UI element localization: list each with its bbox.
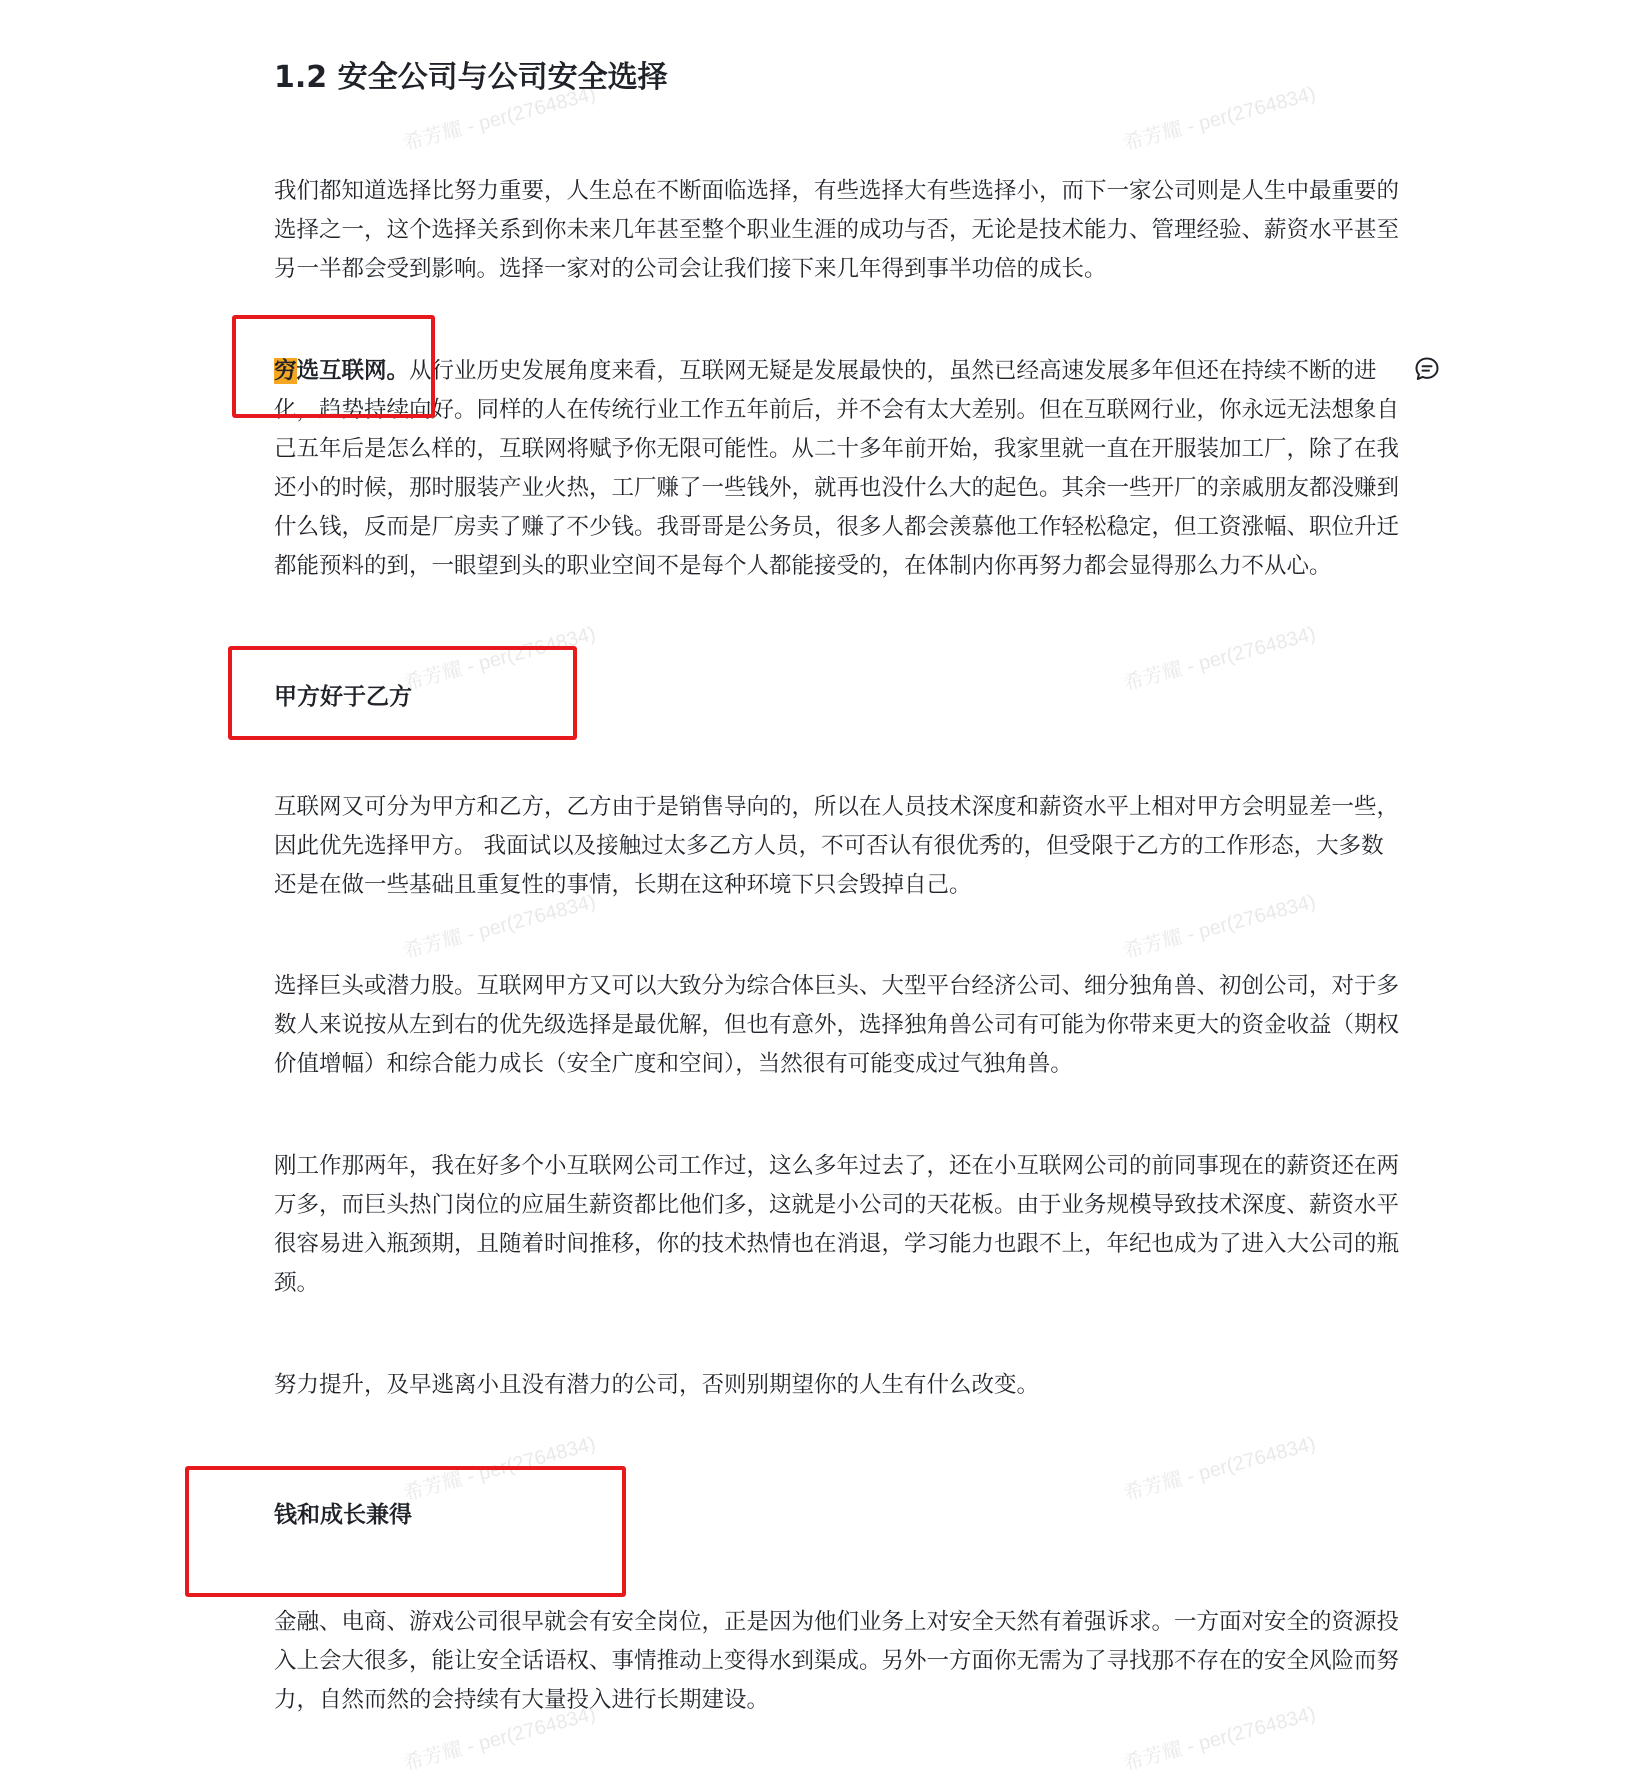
watermark: 希芳耀 - per(2764834) [1121,1702,1318,1776]
party-paragraph: 互联网又可分为甲方和乙方，乙方由于是销售导向的，所以在人员技术深度和薪资水平上相对甲方会明显差一些，因此优先选择甲方。 我面试以及接触过太多乙方人员，不可否认有很优秀的，但受限于乙方的工作形态，大多数还是在做一些基础且重复性的事情，长期在这种环境下只会毁掉自己。 [274,794,1400,898]
subheading-party: 甲方好于乙方 [274,684,412,710]
watermark: 希芳耀 - per(2764834) [401,1702,598,1776]
internet-paragraph [274,352,1404,586]
giant-paragraph: 选择巨头或潜力股。互联网甲方又可以大致分为综合体巨头、大型平台经济公司、细分独角兽、初创公司，对于多数人来说按从左到右的优先级选择是最优解，但也有意外，选择独角兽公司有可能为你带来更大的资金收益（期权价值增幅）和综合能力成长（安全广度和空间），当然很有可能变成过气独角兽。 [274,973,1400,1077]
watermark: 希芳耀 - per(2764834) [401,890,598,964]
watermark: 希芳耀 - per(2764834) [401,622,598,696]
effort-paragraph: 努力提升，及早逃离小且没有潜力的公司，否则别期望你的人生有什么改变。 [274,1372,1040,1398]
subheading-money: 钱和成长兼得 [274,1502,412,1528]
watermark: 希芳耀 - per(2764834) [1121,622,1318,696]
internet-paragraph-body: 从行业历史发展角度来看，互联网无疑是发展最快的，虽然已经高速发展多年但还在持续不断的进化，趋势持续向好。同样的人在传统行业工作五年前后，并不会有太大差别。但在互联网行业，你永远无法想象自己五年后是怎么样的，互联网将赋予你无限可能性。从二十多年前开始，我家里就一直在开服装加工厂，除了在我还小的时候，那时服装产业火热，工厂赚了一些钱外，就再也没什么大的起色。其余一些开厂的亲戚朋友都没赚到什么钱，反而是厂房卖了赚了不少钱。我哥哥是公务员，很多人都会羡慕他工作轻松稳定，但工资涨幅、职位升迁都能预料的到，一眼望到头的职业空间不是每个人都能接受的，在体制内你再努力都会显得那么力不从心。 [274,358,1400,579]
highlighted-character[interactable]: 穷 [274,358,297,384]
finance-paragraph: 金融、电商、游戏公司很早就会有安全岗位，正是因为他们业务上对安全天然有着强诉求。一方面对安全的资源投入上会大很多，能让安全话语权、事情推动上变得水到渠成。另外一方面你无需为了寻找那不存在的安全风险而努力，自然而然的会持续有大量投入进行长期建设。 [274,1609,1400,1713]
watermark: 希芳耀 - per(2764834) [401,82,598,156]
page-title: 1.2 安全公司与公司安全选择 [274,60,668,95]
small-company-paragraph: 刚工作那两年，我在好多个小互联网公司工作过，这么多年过去了，还在小互联网公司的前同事现在的薪资还在两万多，而巨头热门岗位的应届生薪资都比他们多，这就是小公司的天花板。由于业务规模导致技术深度、薪资水平很容易进入瓶颈期，且随着时间推移，你的技术热情也在消退，学习能力也跟不上，年纪也成为了进入大公司的瓶颈。 [274,1153,1400,1296]
watermark: 希芳耀 - per(2764834) [1121,1432,1318,1506]
intro-paragraph: 我们都知道选择比努力重要，人生总在不断面临选择，有些选择大有些选择小，而下一家公司则是人生中最重要的选择之一，这个选择关系到你未来几年甚至整个职业生涯的成功与否，无论是技术能力、管理经验、薪资水平甚至另一半都会受到影响。选择一家对的公司会让我们接下来几年得到事半功倍的成长。 [274,178,1400,282]
watermark: 希芳耀 - per(2764834) [1121,82,1318,156]
lead-phrase-rest: 选互联网。 [296,358,410,384]
watermark: 希芳耀 - per(2764834) [401,1432,598,1506]
lead-phrase [274,358,409,384]
comment-icon[interactable] [1414,356,1440,382]
watermark: 希芳耀 - per(2764834) [1121,890,1318,964]
